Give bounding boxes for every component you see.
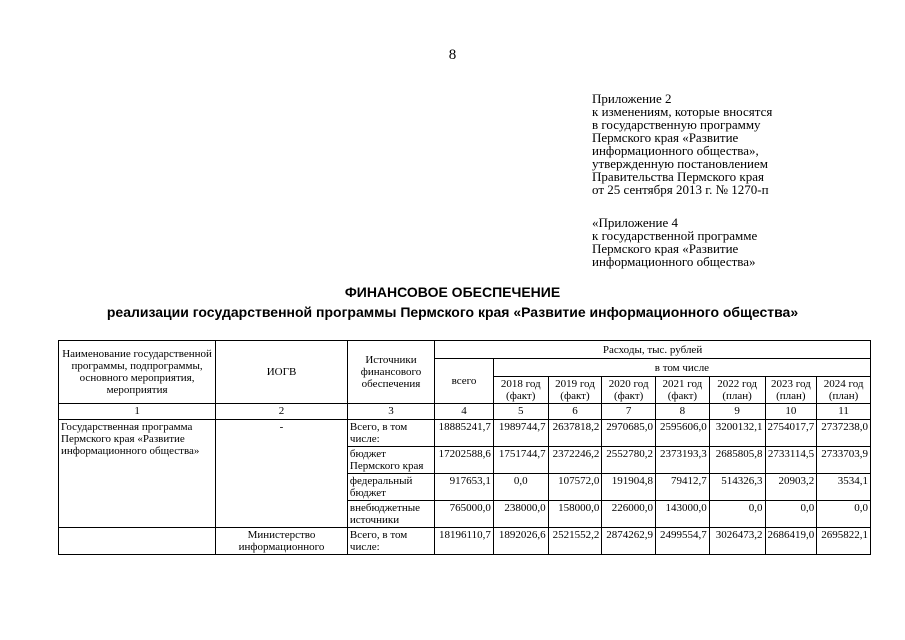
- value-cell: 2373193,3: [656, 447, 710, 474]
- value-cell: 1989744,7: [493, 420, 548, 447]
- header-year: 2022 год (план): [709, 377, 765, 404]
- header-year: 2023 год (план): [765, 377, 817, 404]
- header-expenses: Расходы, тыс. рублей: [435, 341, 871, 359]
- appendix-2-block: [592, 92, 772, 196]
- table-row: [59, 528, 871, 555]
- appendix-4-block: [592, 216, 757, 268]
- header-year: 2021 год (факт): [656, 377, 710, 404]
- header-iogv: ИОГВ: [216, 341, 348, 404]
- value-cell: 2686419,0: [765, 528, 817, 555]
- value-cell: 18885241,7: [435, 420, 494, 447]
- value-cell: 158000,0: [548, 501, 602, 528]
- value-cell: 2754017,7: [765, 420, 817, 447]
- value-cell: 79412,7: [656, 474, 710, 501]
- value-cell: 2637818,2: [548, 420, 602, 447]
- source-cell: бюджет Пермского края: [347, 447, 434, 474]
- column-number-row: [59, 404, 871, 420]
- value-cell: 20903,2: [765, 474, 817, 501]
- value-cell: 1751744,7: [493, 447, 548, 474]
- value-cell: 2499554,7: [656, 528, 710, 555]
- appendix-4-line: Пермского края «Развитие: [592, 241, 739, 256]
- value-cell: 2552780,2: [602, 447, 656, 474]
- value-cell: 107572,0: [548, 474, 602, 501]
- appendix-2-line: к изменениям, которые вносятся: [592, 104, 773, 119]
- value-cell: 1892026,6: [493, 528, 548, 555]
- document-title: ФИНАНСОВОЕ ОБЕСПЕЧЕНИЕ: [344, 284, 561, 300]
- document-subtitle: реализации государственной программы Пермского края «Развитие информационного общества»: [106, 304, 799, 320]
- header-year: 2020 год (факт): [602, 377, 656, 404]
- column-number: 8: [656, 404, 710, 420]
- header-year: 2019 год (факт): [548, 377, 602, 404]
- value-cell: 191904,8: [602, 474, 656, 501]
- value-cell: 2733703,9: [817, 447, 871, 474]
- column-number: 5: [493, 404, 548, 420]
- value-cell: 0,0: [709, 501, 765, 528]
- value-cell: 2874262,9: [602, 528, 656, 555]
- value-cell: 3534,1: [817, 474, 871, 501]
- value-cell: 226000,0: [602, 501, 656, 528]
- value-cell: 17202588,6: [435, 447, 494, 474]
- appendix-4-line: информационного общества»: [592, 254, 756, 269]
- header-year: 2024 год (план): [817, 377, 871, 404]
- value-cell: 514326,3: [709, 474, 765, 501]
- program-name: Государственная программа Пермского края «Развитие информационного общества»: [59, 420, 216, 528]
- appendix-2-line: от 25 сентября 2013 г. № 1270-п: [592, 182, 769, 197]
- value-cell: 3026473,2: [709, 528, 765, 555]
- appendix-2-line: утвержденную постановлением: [592, 156, 769, 171]
- value-cell: 2733114,5: [765, 447, 817, 474]
- column-number: 10: [765, 404, 817, 420]
- value-cell: 18196110,7: [435, 528, 494, 555]
- column-number: 2: [216, 404, 348, 420]
- source-cell: Всего, в том числе:: [347, 528, 434, 555]
- table-row: [59, 420, 871, 447]
- value-cell: 143000,0: [656, 501, 710, 528]
- appendix-4-line: «Приложение 4: [592, 215, 679, 230]
- appendix-4-line: к государственной программе: [592, 228, 758, 243]
- financing-table: [58, 340, 871, 555]
- value-cell: 2685805,8: [709, 447, 765, 474]
- ministry-iogv: Министерство информационного: [216, 528, 348, 555]
- column-number: 9: [709, 404, 765, 420]
- appendix-2-line: информационного общества»,: [592, 143, 759, 158]
- appendix-2-line: в государственную программу: [592, 117, 761, 132]
- appendix-2-line: Приложение 2: [592, 91, 672, 106]
- appendix-2-line: Пермского края «Развитие: [592, 130, 739, 145]
- value-cell: 0,0: [817, 501, 871, 528]
- header-total: всего: [435, 359, 494, 404]
- value-cell: 2521552,2: [548, 528, 602, 555]
- header-sources: Источники финансового обеспечения: [347, 341, 434, 404]
- value-cell: 238000,0: [493, 501, 548, 528]
- value-cell: 0,0: [493, 474, 548, 501]
- value-cell: 2970685,0: [602, 420, 656, 447]
- value-cell: 2372246,2: [548, 447, 602, 474]
- column-number: 11: [817, 404, 871, 420]
- appendix-2-line: Правительства Пермского края: [592, 169, 764, 184]
- value-cell: 0,0: [765, 501, 817, 528]
- source-cell: Всего, в том числе:: [347, 420, 434, 447]
- program-name-continued: [59, 528, 216, 555]
- column-number: 4: [435, 404, 494, 420]
- value-cell: 917653,1: [435, 474, 494, 501]
- value-cell: 765000,0: [435, 501, 494, 528]
- value-cell: 2695822,1: [817, 528, 871, 555]
- column-number: 3: [347, 404, 434, 420]
- column-number: 6: [548, 404, 602, 420]
- source-cell: федеральный бюджет: [347, 474, 434, 501]
- column-number: 7: [602, 404, 656, 420]
- page-number: 8: [448, 47, 457, 63]
- header-name: Наименование государственной программы, подпрограммы, основного мероприятия, мероприятия: [59, 341, 216, 404]
- value-cell: 2595606,0: [656, 420, 710, 447]
- source-cell: внебюджетные источники: [347, 501, 434, 528]
- value-cell: 3200132,1: [709, 420, 765, 447]
- column-number: 1: [59, 404, 216, 420]
- header-incl: в том числе: [493, 359, 870, 377]
- value-cell: 2737238,0: [817, 420, 871, 447]
- program-iogv: -: [216, 420, 348, 528]
- header-year: 2018 год (факт): [493, 377, 548, 404]
